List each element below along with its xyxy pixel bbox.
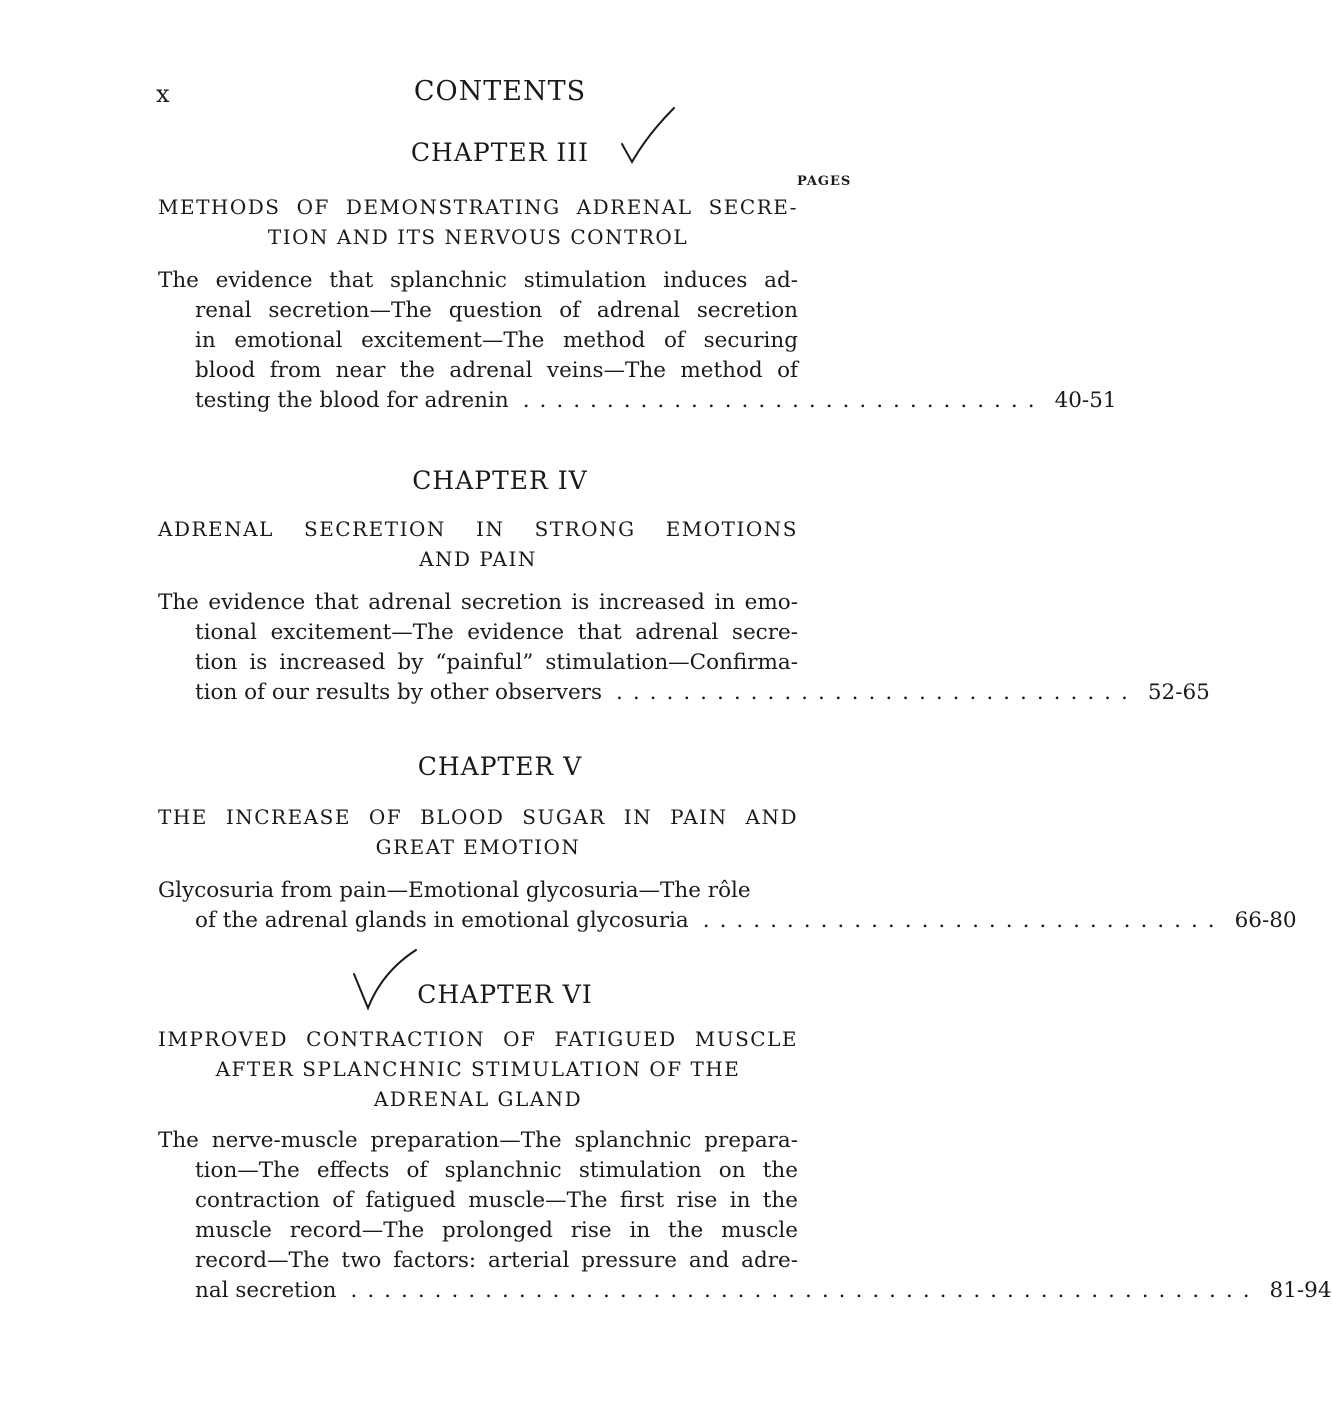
chapter-heading-4: CHAPTER IV — [412, 466, 588, 495]
leader-dots: ............................... — [702, 908, 1225, 933]
chapter-heading-6: CHAPTER VI — [417, 980, 593, 1009]
page-range: 52-65 — [1147, 680, 1210, 705]
chapter-heading-5: CHAPTER V — [417, 752, 583, 781]
chapter-title-line: GREAT EMOTION — [375, 835, 581, 859]
chapter-summary-6 — [158, 1126, 1332, 1306]
page-range: 66-80 — [1234, 908, 1297, 933]
summary-last-line — [195, 386, 1117, 416]
page-folio: x — [156, 80, 170, 108]
chapter-summary-3 — [158, 266, 1117, 416]
summary-line: muscle record—The prolonged rise in the muscle — [195, 1218, 798, 1243]
summary-line: tion of our results by other observers — [195, 680, 602, 705]
summary-line: renal secretion—The question of adrenal secretion — [195, 298, 798, 323]
chapter-summary-5 — [158, 876, 1297, 936]
summary-line: The evidence that adrenal secretion is increased in emo- — [158, 590, 798, 615]
summary-line: blood from near the adrenal veins—The method of — [195, 358, 798, 383]
summary-line: of the adrenal glands in emotional glycosuria — [195, 908, 689, 933]
chapter-heading-3: CHAPTER III — [410, 138, 590, 167]
chapter-title-line: TION AND ITS NERVOUS CONTROL — [267, 225, 689, 249]
leader-dots: ............................... — [522, 388, 1045, 413]
summary-line: testing the blood for adrenin — [195, 388, 509, 413]
summary-last-line — [195, 678, 1210, 708]
page-range: 81-94 — [1269, 1278, 1332, 1303]
chapter-summary-4 — [158, 588, 1210, 708]
summary-last-line — [195, 1276, 1332, 1306]
summary-line: record—The two factors: arterial pressure and adre- — [195, 1248, 798, 1273]
leader-dots: ............................... — [615, 680, 1138, 705]
running-head: CONTENTS — [413, 76, 587, 107]
chapter-title-line: THE INCREASE OF BLOOD SUGAR IN PAIN AND — [158, 805, 798, 829]
chapter-title-line: METHODS OF DEMONSTRATING ADRENAL SECRE- — [158, 195, 798, 219]
summary-line: tion is increased by “painful” stimulation—Confirma- — [195, 650, 798, 675]
pages-column-label: PAGES — [797, 174, 852, 189]
chapter-title-6 — [158, 1024, 798, 1114]
summary-line: The evidence that splanchnic stimulation induces ad- — [158, 268, 798, 293]
chapter-title-line: ADRENAL GLAND — [373, 1087, 583, 1111]
summary-line: tional excitement—The evidence that adrenal secre- — [195, 620, 798, 645]
summary-line: The nerve-muscle preparation—The splanchnic prepara- — [158, 1128, 798, 1153]
summary-line: tion—The effects of splanchnic stimulation on the — [195, 1158, 798, 1183]
chapter-title-line: AND PAIN — [419, 547, 537, 571]
summary-line: Glycosuria from pain—Emotional glycosuria—The rôle — [158, 878, 751, 903]
summary-line: in emotional excitement—The method of securing — [195, 328, 798, 353]
summary-line: contraction of fatigued muscle—The first rise in the — [195, 1188, 798, 1213]
chapter-title-3 — [158, 192, 798, 252]
chapter-title-line: AFTER SPLANCHNIC STIMULATION OF THE — [215, 1057, 741, 1081]
chapter-title-4 — [158, 514, 798, 574]
summary-line: nal secretion — [195, 1278, 337, 1303]
chapter-title-5 — [158, 802, 798, 862]
chapter-title-line: ADRENAL SECRETION IN STRONG EMOTIONS — [158, 517, 798, 541]
chapter-title-line: IMPROVED CONTRACTION OF FATIGUED MUSCLE — [158, 1027, 798, 1051]
leader-dots: ...................................................... — [350, 1278, 1260, 1303]
page-range: 40-51 — [1054, 388, 1117, 413]
pencil-checkmark-icon — [618, 104, 678, 168]
summary-last-line — [195, 906, 1297, 936]
